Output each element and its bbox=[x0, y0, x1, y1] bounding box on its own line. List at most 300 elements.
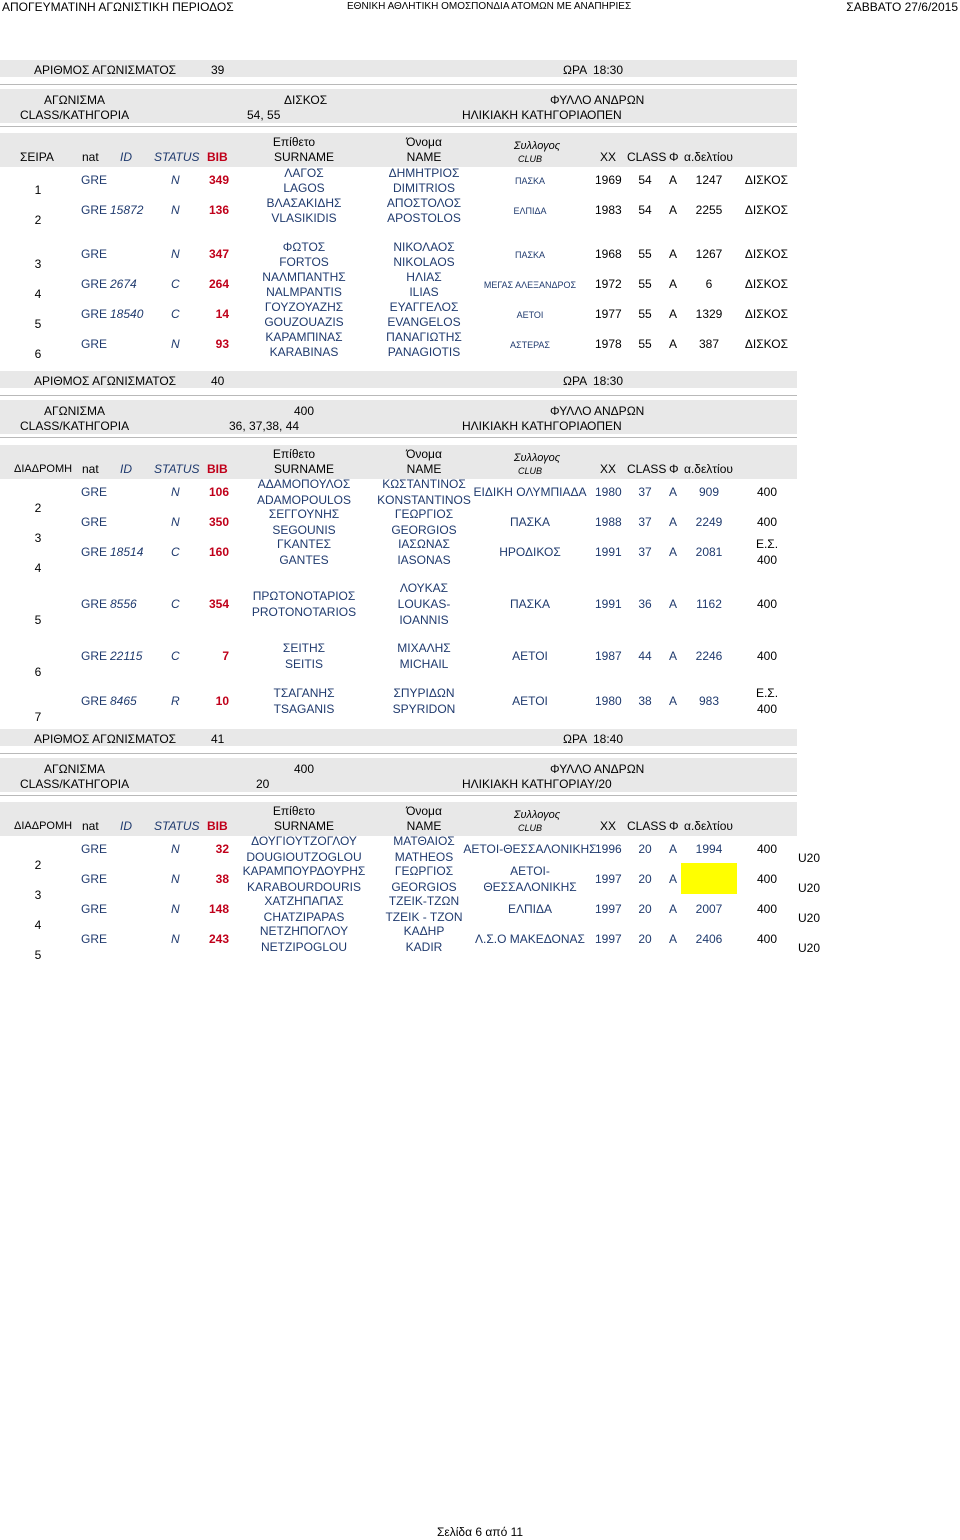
divider bbox=[0, 795, 797, 796]
athlete-name-gr: ΕΥΑΓΓΕΛΟΣ bbox=[389, 300, 459, 314]
athlete-club: ΠΑΣΚΑ bbox=[514, 176, 546, 186]
athlete-class: 55 bbox=[638, 307, 652, 321]
athlete-club: ΕΛΠΙΔΑ bbox=[507, 902, 553, 916]
col-name-gr: Όνομα bbox=[406, 447, 442, 461]
col-name: NAME bbox=[406, 150, 442, 164]
athlete-year: 1980 bbox=[595, 694, 622, 708]
athlete-year: 1983 bbox=[595, 203, 622, 217]
athlete-class: 55 bbox=[638, 247, 652, 261]
athlete-card: 2249 bbox=[695, 515, 723, 529]
athlete-name: IOANNIS bbox=[399, 613, 449, 627]
col-card: α.δελτίου bbox=[684, 150, 733, 164]
athlete-nat: GRE bbox=[81, 694, 108, 708]
athlete-nat: GRE bbox=[81, 337, 108, 351]
athlete-name: ΛΟΥΚΑΣ bbox=[399, 581, 449, 595]
athlete-surname: DOUGIOUTZOGLOU bbox=[246, 850, 362, 864]
athlete-club: ΑΕΤΟΙ- bbox=[510, 864, 550, 878]
athlete-class: 54 bbox=[638, 203, 652, 217]
athlete-card: 2081 bbox=[695, 545, 723, 559]
row-position: 3 bbox=[34, 257, 42, 271]
athlete-bib: 354 bbox=[208, 597, 229, 611]
athlete-year: 1997 bbox=[595, 872, 622, 886]
col-phi: Φ bbox=[669, 819, 679, 833]
athlete-year: 1987 bbox=[595, 649, 622, 663]
col-name-gr: Όνομα bbox=[406, 804, 442, 818]
col-nat: nat bbox=[82, 462, 99, 476]
gender-label: ΦΥΛΛΟ bbox=[550, 93, 592, 107]
col-bib: BIB bbox=[207, 819, 228, 833]
athlete-year: 1991 bbox=[595, 545, 622, 559]
col-xx: XX bbox=[600, 819, 617, 833]
athlete-status: C bbox=[171, 277, 180, 291]
athlete-year: 1969 bbox=[595, 173, 622, 187]
athlete-surname: PROTONOTARIOS bbox=[251, 605, 357, 619]
event-label: ΑΓΩΝΙΣΜΑ bbox=[44, 404, 106, 418]
col-status: STATUS bbox=[154, 819, 200, 833]
row-position: 3 bbox=[34, 888, 42, 902]
divider bbox=[0, 437, 797, 438]
race-number: 41 bbox=[211, 732, 225, 746]
athlete-class: 20 bbox=[638, 932, 652, 946]
age-value: Υ/20 bbox=[587, 777, 612, 791]
athlete-phi: A bbox=[668, 932, 678, 946]
athlete-year: 1991 bbox=[595, 597, 622, 611]
athlete-year: 1996 bbox=[595, 842, 622, 856]
athlete-bib: 243 bbox=[208, 932, 229, 946]
athlete-id: 2674 bbox=[110, 277, 137, 291]
athlete-name-gr: ΗΛΙΑΣ bbox=[406, 270, 442, 284]
athlete-club: ΘΕΣΣΑΛΟΝΙΚΗΣ bbox=[483, 880, 577, 894]
athlete-nat: GRE bbox=[81, 277, 108, 291]
divider bbox=[0, 395, 797, 396]
athlete-phi: A bbox=[668, 337, 678, 351]
athlete-card: 1162 bbox=[696, 597, 722, 611]
athlete-name: ΚΑΔΗΡ bbox=[403, 924, 445, 938]
athlete-nat: GRE bbox=[81, 515, 108, 529]
athlete-event: ΔΙΣΚΟΣ bbox=[744, 203, 788, 217]
col-surname-gr: Επίθετο bbox=[272, 135, 316, 149]
athlete-phi: A bbox=[668, 597, 678, 611]
athlete-name: ΤΖΕΙΚ-ΤΖΩΝ bbox=[388, 894, 460, 908]
col-surname: SURNAME bbox=[273, 150, 335, 164]
athlete-name: NIKOLAOS bbox=[393, 255, 455, 269]
athlete-status: N bbox=[171, 337, 180, 351]
athlete-event: 400 bbox=[756, 842, 778, 856]
athlete-age-group: U20 bbox=[798, 881, 821, 895]
athlete-year: 1968 bbox=[595, 247, 622, 261]
row-position: 5 bbox=[34, 613, 42, 627]
col-name: NAME bbox=[406, 462, 442, 476]
col-position: ΣΕΙΡΑ bbox=[20, 150, 54, 164]
athlete-surname: ADAMOPOULOS bbox=[256, 493, 352, 507]
athlete-age-group: U20 bbox=[798, 851, 821, 865]
athlete-surname-gr: ΦΩΤΟΣ bbox=[282, 240, 326, 254]
athlete-surname: NETZIPOGLOU bbox=[260, 940, 348, 954]
athlete-surname: ΓΚΑΝΤΕΣ bbox=[276, 537, 332, 551]
row-position: 2 bbox=[34, 858, 42, 872]
athlete-phi: A bbox=[668, 649, 678, 663]
event-label: ΑΓΩΝΙΣΜΑ bbox=[44, 762, 106, 776]
athlete-nat: GRE bbox=[81, 545, 108, 559]
col-bib: BIB bbox=[207, 462, 228, 476]
athlete-event: 400 bbox=[756, 702, 778, 716]
athlete-card: 2007 bbox=[695, 902, 723, 916]
athlete-name: ΤΖΕΙΚ - ΤΖΟΝ bbox=[385, 910, 463, 924]
athlete-surname-gr: ΝΑΛΜΠΑΝΤΗΣ bbox=[262, 270, 346, 284]
athlete-phi: A bbox=[668, 307, 678, 321]
athlete-name: GEORGIOS bbox=[391, 523, 457, 537]
athlete-bib: 106 bbox=[208, 485, 229, 499]
athlete-name: ΜΙΧΑΛΗΣ bbox=[397, 641, 451, 655]
col-phi: Φ bbox=[669, 462, 679, 476]
athlete-bib: 32 bbox=[215, 842, 229, 856]
athlete-name: LOUKAS- bbox=[397, 597, 451, 611]
age-label: ΗΛΙΚΙΑΚΗ ΚΑΤΗΓΟΡΙΑ bbox=[462, 419, 588, 433]
col-position: ΔΙΑΔΡΟΜΗ bbox=[14, 463, 73, 475]
athlete-status: N bbox=[171, 515, 180, 529]
col-card: α.δελτίου bbox=[684, 819, 733, 833]
row-position: 6 bbox=[34, 347, 42, 361]
athlete-nat: GRE bbox=[81, 173, 108, 187]
athlete-class: 20 bbox=[638, 902, 652, 916]
col-id: ID bbox=[120, 819, 132, 833]
row-position: 4 bbox=[34, 561, 42, 575]
athlete-name: PANAGIOTIS bbox=[387, 345, 461, 359]
athlete-event: 400 bbox=[756, 872, 778, 886]
athlete-surname-gr: ΛΑΓΟΣ bbox=[284, 166, 324, 180]
row-position: 6 bbox=[34, 665, 42, 679]
row-position: 5 bbox=[34, 317, 42, 331]
time-label: ΩΡΑ bbox=[563, 374, 588, 388]
athlete-id: 18540 bbox=[110, 307, 144, 321]
athlete-age-group: U20 bbox=[798, 911, 821, 925]
athlete-phi: A bbox=[668, 545, 678, 559]
col-club: CLUB bbox=[517, 466, 543, 476]
athlete-club: ΠΑΣΚΑ bbox=[509, 515, 551, 529]
athlete-name: ΓΕΩΡΓΙΟΣ bbox=[394, 507, 454, 521]
athlete-surname: NALMPANTIS bbox=[266, 285, 342, 299]
col-class: CLASS bbox=[627, 819, 667, 833]
col-class: CLASS bbox=[627, 462, 667, 476]
athlete-id: 18514 bbox=[110, 545, 144, 559]
athlete-name: ΙΑΣΩΝΑΣ bbox=[398, 537, 450, 551]
athlete-name-gr: ΝΙΚΟΛΑΟΣ bbox=[393, 240, 455, 254]
col-nat: nat bbox=[82, 150, 99, 164]
athlete-phi: A bbox=[668, 203, 678, 217]
col-id: ID bbox=[120, 462, 132, 476]
athlete-card: 1267 bbox=[695, 247, 723, 261]
class-value: 20 bbox=[256, 777, 270, 791]
athlete-event: 400 bbox=[756, 515, 778, 529]
athlete-club: ΠΑΣΚΑ bbox=[509, 597, 551, 611]
athlete-club: Λ.Σ.Ο ΜΑΚΕΔΟΝΑΣ bbox=[475, 932, 585, 946]
athlete-phi: A bbox=[668, 277, 678, 291]
athlete-club: ΑΕΤΟΙ bbox=[512, 694, 548, 708]
athlete-event: ΔΙΣΚΟΣ bbox=[744, 337, 788, 351]
athlete-nat: GRE bbox=[81, 872, 108, 886]
athlete-status: C bbox=[171, 307, 180, 321]
athlete-status: C bbox=[171, 649, 180, 663]
athlete-surname: FORTOS bbox=[279, 255, 329, 269]
race-number-label: ΑΡΙΘΜΟΣ ΑΓΩΝΙΣΜΑΤΟΣ bbox=[34, 63, 177, 77]
race-number: 39 bbox=[211, 63, 225, 77]
header-federation: ΕΘΝΙΚΗ ΑΘΛΗΤΙΚΗ ΟΜΟΣΠΟΝΔΙΑ ΑΤΟΜΩΝ ΜΕ ΑΝΑΠΗΡΙΕΣ bbox=[347, 1, 632, 12]
race-number-label: ΑΡΙΘΜΟΣ ΑΓΩΝΙΣΜΑΤΟΣ bbox=[34, 374, 177, 388]
athlete-surname: ΧΑΤΖΗΠΑΠΑΣ bbox=[264, 894, 344, 908]
age-value: ΟΠΕΝ bbox=[587, 419, 622, 433]
athlete-event: 400 bbox=[756, 485, 778, 499]
athlete-surname: ΣΕΓΓΟΥΝΗΣ bbox=[268, 507, 340, 521]
row-position: 2 bbox=[34, 501, 42, 515]
athlete-event: ΔΙΣΚΟΣ bbox=[744, 247, 788, 261]
athlete-nat: GRE bbox=[81, 842, 108, 856]
athlete-card: 983 bbox=[698, 694, 720, 708]
age-label: ΗΛΙΚΙΑΚΗ ΚΑΤΗΓΟΡΙΑ bbox=[462, 777, 588, 791]
athlete-surname: ΣΕΙΤΗΣ bbox=[282, 641, 326, 655]
athlete-name: MATHEOS bbox=[394, 850, 454, 864]
athlete-event: 400 bbox=[756, 553, 778, 567]
col-nat: nat bbox=[82, 819, 99, 833]
athlete-card: 1247 bbox=[695, 173, 723, 187]
athlete-name-gr: ΠΑΝΑΓΙΩΤΗΣ bbox=[386, 330, 462, 344]
athlete-card: 2406 bbox=[695, 932, 723, 946]
divider bbox=[0, 126, 797, 127]
age-label: ΗΛΙΚΙΑΚΗ ΚΑΤΗΓΟΡΙΑ bbox=[462, 108, 588, 122]
athlete-class: 54 bbox=[638, 173, 652, 187]
athlete-status: N bbox=[171, 932, 180, 946]
event-name: 400 bbox=[294, 762, 315, 776]
page-footer: Σελίδα 6 από 11 bbox=[436, 1525, 524, 1539]
athlete-club: ΕΛΠΙΔΑ bbox=[513, 206, 547, 216]
athlete-bib: 264 bbox=[208, 277, 229, 291]
race-time: 18:30 bbox=[593, 63, 624, 77]
athlete-bib: 136 bbox=[208, 203, 229, 217]
athlete-class: 37 bbox=[638, 515, 652, 529]
athlete-event: ΔΙΣΚΟΣ bbox=[744, 173, 788, 187]
athlete-bib: 38 bbox=[215, 872, 229, 886]
athlete-id: 8465 bbox=[110, 694, 137, 708]
col-xx: XX bbox=[600, 462, 617, 476]
athlete-surname: ΚΑΡΑΜΠΟΥΡΔΟΥΡΗΣ bbox=[242, 864, 366, 878]
athlete-id: 8556 bbox=[110, 597, 137, 611]
row-position: 5 bbox=[34, 948, 42, 962]
athlete-surname: KARABINAS bbox=[269, 345, 339, 359]
athlete-name: ΜΑΤΘΑΙΟΣ bbox=[393, 834, 455, 848]
col-club-gr: Συλλογος bbox=[513, 140, 561, 152]
col-status: STATUS bbox=[154, 150, 200, 164]
athlete-event: 400 bbox=[756, 597, 778, 611]
athlete-bib: 350 bbox=[208, 515, 229, 529]
athlete-name-gr: ΔΗΜΗΤΡΙΟΣ bbox=[388, 166, 460, 180]
col-bib: BIB bbox=[207, 150, 228, 164]
athlete-status: N bbox=[171, 203, 180, 217]
col-club: CLUB bbox=[517, 154, 543, 164]
athlete-status: C bbox=[171, 597, 180, 611]
athlete-bib: 10 bbox=[215, 694, 229, 708]
class-label: CLASS/ΚΑΤΗΓΟΡΙΑ bbox=[20, 419, 130, 433]
col-surname: SURNAME bbox=[273, 819, 335, 833]
row-position: 7 bbox=[34, 710, 42, 724]
athlete-surname: KARABOURDOURIS bbox=[246, 880, 362, 894]
athlete-bib: 7 bbox=[222, 649, 229, 663]
athlete-club: ΕΙΔΙΚΗ ΟΛΥΜΠΙΑΔΑ bbox=[473, 485, 587, 499]
athlete-surname: LAGOS bbox=[283, 181, 325, 195]
athlete-phi: A bbox=[668, 902, 678, 916]
athlete-status: N bbox=[171, 842, 180, 856]
col-club: CLUB bbox=[517, 823, 543, 833]
col-club-gr: Συλλογος bbox=[513, 809, 561, 821]
athlete-bib: 93 bbox=[215, 337, 229, 351]
athlete-name: KONSTANTINOS bbox=[377, 493, 471, 507]
athlete-nat: GRE bbox=[81, 485, 108, 499]
athlete-event: 400 bbox=[756, 932, 778, 946]
athlete-surname: SEITIS bbox=[284, 657, 324, 671]
athlete-name: MICHAIL bbox=[399, 657, 449, 671]
col-surname-gr: Επίθετο bbox=[272, 447, 316, 461]
athlete-club: ΑΕΤΟΙ-ΘΕΣΣΑΛΟΝΙΚΗΣ bbox=[463, 842, 597, 856]
athlete-name: DIMITRIOS bbox=[393, 181, 455, 195]
athlete-status: N bbox=[171, 485, 180, 499]
athlete-phi: A bbox=[668, 842, 678, 856]
athlete-status: N bbox=[171, 173, 180, 187]
athlete-year: 1972 bbox=[595, 277, 622, 291]
athlete-phi: A bbox=[668, 872, 678, 886]
row-position: 1 bbox=[34, 183, 42, 197]
athlete-event: Ε.Σ. bbox=[755, 686, 779, 700]
athlete-class: 44 bbox=[638, 649, 652, 663]
race-number: 40 bbox=[211, 374, 225, 388]
athlete-surname: ΝΕΤΖΗΠΟΓΛΟΥ bbox=[259, 924, 349, 938]
gender-value: ΑΝΔΡΩΝ bbox=[594, 93, 645, 107]
athlete-surname-gr: ΓΟΥΖΟΥΑΖΗΣ bbox=[264, 300, 344, 314]
athlete-age-group: U20 bbox=[798, 941, 821, 955]
athlete-class: 38 bbox=[638, 694, 652, 708]
athlete-class: 55 bbox=[638, 337, 652, 351]
age-value: ΟΠΕΝ bbox=[587, 108, 622, 122]
athlete-id: 15872 bbox=[110, 203, 144, 217]
athlete-nat: GRE bbox=[81, 932, 108, 946]
header-date: ΣΑΒΒΑΤΟ 27/6/2015 bbox=[846, 0, 958, 14]
time-label: ΩΡΑ bbox=[563, 732, 588, 746]
col-surname-gr: Επίθετο bbox=[272, 804, 316, 818]
highlight-cell bbox=[681, 863, 737, 894]
athlete-year: 1978 bbox=[595, 337, 622, 351]
athlete-phi: A bbox=[668, 694, 678, 708]
athlete-class: 20 bbox=[638, 842, 652, 856]
athlete-name: ΣΠΥΡΙΔΩΝ bbox=[393, 686, 455, 700]
athlete-phi: A bbox=[668, 247, 678, 261]
col-club-gr: Συλλογος bbox=[513, 452, 561, 464]
athlete-club: ΑΣΤΕΡΑΣ bbox=[510, 340, 550, 350]
athlete-surname: TSAGANIS bbox=[273, 702, 335, 716]
page-header bbox=[0, 0, 960, 14]
col-status: STATUS bbox=[154, 462, 200, 476]
time-label: ΩΡΑ bbox=[563, 63, 588, 77]
row-position: 2 bbox=[34, 213, 42, 227]
athlete-surname: CHATZIPAPAS bbox=[263, 910, 345, 924]
athlete-status: N bbox=[171, 902, 180, 916]
athlete-surname: ΑΔΑΜΟΠΟΥΛΟΣ bbox=[257, 477, 351, 491]
athlete-club: ΠΑΣΚΑ bbox=[514, 250, 546, 260]
class-label: CLASS/ΚΑΤΗΓΟΡΙΑ bbox=[20, 777, 130, 791]
header-period: ΑΠΟΓΕΥΜΑΤΙΝΗ ΑΓΩΝΙΣΤΙΚΗ ΠΕΡΙΟΔΟΣ bbox=[2, 0, 234, 14]
race-time: 18:40 bbox=[593, 732, 624, 746]
event-name: 400 bbox=[294, 404, 315, 418]
athlete-surname: ΤΣΑΓΑΝΗΣ bbox=[273, 686, 335, 700]
athlete-class: 37 bbox=[638, 485, 652, 499]
col-card: α.δελτίου bbox=[684, 462, 733, 476]
athlete-year: 1977 bbox=[595, 307, 622, 321]
athlete-phi: A bbox=[668, 485, 678, 499]
athlete-card: 909 bbox=[698, 485, 720, 499]
gender-value: ΑΝΔΡΩΝ bbox=[594, 762, 645, 776]
athlete-surname: SEGOUNIS bbox=[272, 523, 336, 537]
athlete-name: GEORGIOS bbox=[391, 880, 457, 894]
athlete-class: 37 bbox=[638, 545, 652, 559]
athlete-name: ΓΕΩΡΓΙΟΣ bbox=[394, 864, 454, 878]
athlete-id: 22115 bbox=[110, 649, 143, 663]
row-position: 4 bbox=[34, 287, 42, 301]
athlete-card: 1994 bbox=[695, 842, 723, 856]
col-name: NAME bbox=[406, 819, 442, 833]
col-class: CLASS bbox=[627, 150, 667, 164]
col-name-gr: Όνομα bbox=[406, 135, 442, 149]
athlete-nat: GRE bbox=[81, 203, 108, 217]
athlete-phi: A bbox=[668, 173, 678, 187]
col-surname: SURNAME bbox=[273, 462, 335, 476]
event-name: ΔΙΣΚΟΣ bbox=[284, 93, 328, 107]
athlete-nat: GRE bbox=[81, 902, 108, 916]
athlete-event: Ε.Σ. bbox=[755, 537, 779, 551]
athlete-nat: GRE bbox=[81, 597, 108, 611]
athlete-surname-gr: ΒΛΑΣΑΚΙΔΗΣ bbox=[266, 196, 342, 210]
class-label: CLASS/ΚΑΤΗΓΟΡΙΑ bbox=[20, 108, 130, 122]
athlete-event: 400 bbox=[756, 902, 778, 916]
athlete-year: 1997 bbox=[595, 902, 622, 916]
col-phi: Φ bbox=[669, 150, 679, 164]
athlete-nat: GRE bbox=[81, 247, 108, 261]
athlete-name: ILIAS bbox=[409, 285, 439, 299]
athlete-surname: GOUZOUAZIS bbox=[264, 315, 344, 329]
athlete-name: IASONAS bbox=[397, 553, 451, 567]
athlete-bib: 148 bbox=[208, 902, 229, 916]
athlete-status: R bbox=[171, 694, 180, 708]
athlete-event: 400 bbox=[756, 649, 778, 663]
gender-label: ΦΥΛΛΟ bbox=[550, 762, 592, 776]
col-id: ID bbox=[120, 150, 132, 164]
athlete-bib: 160 bbox=[208, 545, 229, 559]
athlete-bib: 347 bbox=[208, 247, 229, 261]
event-label: ΑΓΩΝΙΣΜΑ bbox=[44, 93, 106, 107]
athlete-year: 1988 bbox=[595, 515, 622, 529]
athlete-surname: GANTES bbox=[279, 553, 329, 567]
athlete-club: ΑΕΤΟΙ bbox=[516, 310, 544, 320]
athlete-name: APOSTOLOS bbox=[387, 211, 461, 225]
col-position: ΔΙΑΔΡΟΜΗ bbox=[14, 820, 73, 832]
athlete-phi: A bbox=[668, 515, 678, 529]
athlete-name-gr: ΑΠΟΣΤΟΛΟΣ bbox=[386, 196, 462, 210]
athlete-nat: GRE bbox=[81, 307, 108, 321]
class-value: 54, 55 bbox=[247, 108, 281, 122]
athlete-card: 6 bbox=[705, 277, 713, 291]
athlete-club: ΗΡΟΔΙΚΟΣ bbox=[499, 545, 561, 559]
row-position: 4 bbox=[34, 918, 42, 932]
divider bbox=[0, 753, 797, 754]
row-position: 3 bbox=[34, 531, 42, 545]
athlete-status: N bbox=[171, 872, 180, 886]
athlete-bib: 14 bbox=[215, 307, 229, 321]
athlete-event: ΔΙΣΚΟΣ bbox=[744, 307, 788, 321]
